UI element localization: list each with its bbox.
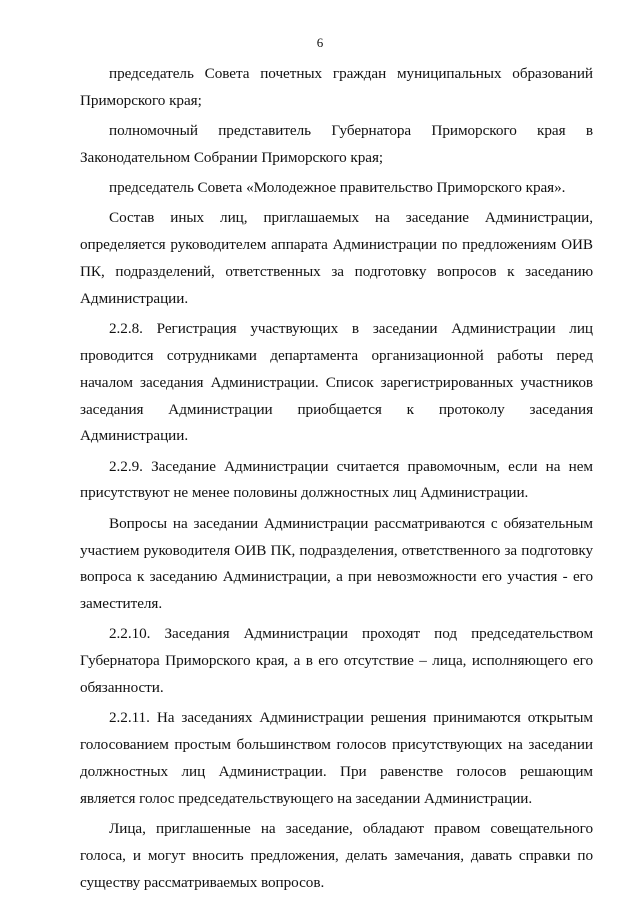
paragraph-2-2-11: 2.2.11. На заседаниях Администрации решения принимаются открытым голосованием простым большинством голосов присутствующих на заседании должностных лиц Администрации. При равенстве голосов решающим является голос председательствующего на заседании Администрации.	[80, 709, 593, 807]
document-body	[80, 61, 593, 900]
paragraph-governor-representative: полномочный представитель Губернатора Приморского края в Законодательном Собрании Приморского края;	[80, 122, 593, 166]
paragraph-2-2-8: 2.2.8. Регистрация участвующих в заседании Администрации лиц проводится сотрудниками департамента организационной работы перед началом заседания Администрации. Список зарегистрированных участников заседания Администрации приобщается к протоколу заседания Администрации.	[80, 320, 593, 445]
page-number: 6	[316, 35, 324, 50]
paragraph-advisory-vote: Лица, приглашенные на заседание, обладают правом совещательного голоса, и могут вносить предложения, делать замечания, давать справки по существу рассматриваемых вопросов.	[80, 820, 593, 891]
paragraph-invited-persons: Состав иных лиц, приглашаемых на заседание Администрации, определяется руководителем аппарата Администрации по предложениям ОИВ ПК, подразделений, ответственных за подготовку вопросов к заседанию Администрации.	[80, 209, 593, 307]
paragraph-youth-government-chairman: председатель Совета «Молодежное правительство Приморского края».	[109, 179, 566, 197]
paragraph-questions-participation: Вопросы на заседании Администрации рассматриваются с обязательным участием руководителя ОИВ ПК, подразделения, ответственного за подготовку вопроса к заседанию Администрации, а при невозможности его участия - его заместителя.	[80, 514, 593, 613]
paragraph-chairman-honorary-citizens: председатель Совета почетных граждан муниципальных образований Приморского края;	[80, 65, 593, 109]
paragraph-2-2-10: 2.2.10. Заседания Администрации проходят под председательством Губернатора Приморского края, а в его отсутствие – лица, исполняющего его обязанности.	[80, 625, 593, 697]
paragraph-2-2-9: 2.2.9. Заседание Администрации считается правомочным, если на нем присутствуют не менее половины должностных лиц Администрации.	[80, 457, 593, 502]
